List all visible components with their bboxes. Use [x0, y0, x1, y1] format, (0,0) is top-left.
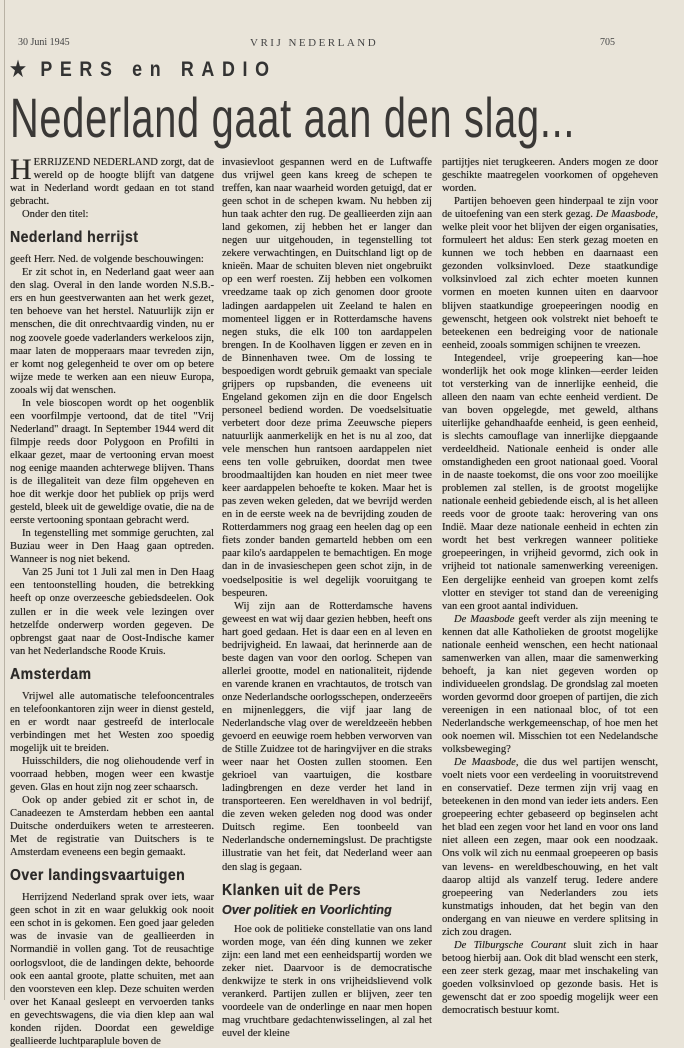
paragraph: Wij zijn aan de Rotterdamsche havens geweest en wat wij daar gezien hebben, heeft ons hart goed gedaan. Het is daar een en al leven en bedrijvigheid. En lawaai, dat herinnerde aan de beste dagen van voor den oorlog. Schepen van allerlei grootte, model en nationaliteit, rijdende en varende kranen en vrachtautos, de trotsch van onze Nederlandsche oorlogsschepen, onderzeeërs en mijnenleggers, die vijf jaar lang de Nederlandsche vlag over de wereldzeeën hebben gevoerd en eeuwige roem hebben verworven van de Stille Zuidzee tot de haringvijver en die straks weer naar het Oosten zullen stoomen. Een gekrioel van vaartuigen, die kostbare ladingbrengen en deze verder het land in transporteeren. Een wereldhaven in vol bedrijf, die zeven weken geleden nog dood was onder Duitsch regime. Een toonbeeld van Nederlandsche ondernemingslust. De prachtigste illustratie van het feit, dat Nederland weer aan den slag is gegaan.	[222, 600, 433, 873]
paragraph: De Tilburgsche Courant sluit zich in haar betoog hierbij aan. Ook dit blad wenscht een sterk, een zeer sterk gezag, maar met inschakeling van goeden volksinvloed op gezonde basis. Het is gewenscht dat er zoo spoedig mogelijk weer een democratisch bestuur komt.	[442, 939, 658, 1017]
intro-paragraph: HERRIJZEND NEDERLAND zorgt, dat de wereld op de hoogte blijft van datgene wat in Nederland wordt gedaan en tot stand gebracht.	[10, 153, 214, 208]
newspaper-reference: De Maasbode	[454, 613, 515, 625]
paragraph: Huisschilders, die nog oliehoudende verf in voorraad hebben, mogen weer een kwastje geven. Glas en hout zijn nog zeer schaarsch.	[10, 755, 214, 794]
paragraph: partijtjes niet terugkeeren. Anders mogen ze door geschikte maatregelen voorkomen of opgeheven worden.	[442, 157, 658, 195]
page-title: Nederland gaat aan den slag...	[10, 86, 576, 149]
column-1	[10, 153, 214, 1048]
paragraph: De Maasbode, die dus wel partijen wenscht, voelt niets voor een verdeeling in vooruitstrevend en conservatief. Deze termen zijn vrij vaag en beteekenen in den mond van ieder iets anders. Een groepeering echter gebaseerd op beginselen acht het blad een zegen voor het land en voor ons land niet alleen een zegen, maar ook een noodzaak. Ons volk wil zich nu eenmaal groepeeren op basis van levens- en wereldbeschouwing, en het valt daarop altijd als vanzelf terug. Iedere andere groepeering van Nederlanders zou iets kunstmatigs inhouden, dat het begin van den ondergang en van nieuwe en verdere splitsing in zich zou dragen.	[442, 757, 658, 938]
page-edge	[4, 0, 5, 1000]
paragraph: invasievloot gespannen werd en de Luftwaffe dus vrijwel geen kans kreeg de schepen te treffen, kan naar waarheid worden getuigd, dat er geen schot in de schepen kwam. Nu hebben zij hun taak achter den rug. De geallieerden zijn aan land gekomen, zij hebben het er langer dan negen uur uitgehouden, in tegenstelling tot zekere verwachtingen, en Duitschland ligt op de knieën. Maar de schuiten bleven niet ongebruikt op een werf roesten. Zij hebben een volkomen vreedzame taak op zich genomen door groote ladingen aardappelen uit Zeeland te halen en momenteel liggen er in Rotterdamsche havens negen stuks, die elk 100 ton aardappelen brengen. In de Koolhaven liggen er zeven en in de Binnenhaven twee. Om de lossing te bespoedigen wordt gebruik gemaakt van speciale grijpers op rupsbanden, die eveneens uit Engeland gekomen zijn en die door Engelsch personeel bediend worden. De voedselsituatie verbetert door deze prima Zeeuwsche piepers natuurlijk aanmerkelijk en het is nu al zoo, dat vele menschen hun rantsoen aardappelen niet eens ten volle gebruiken, doordat men twee broodmaaltijden kan houden en niet meer twee keer aardappelen behoefte te koken. Maar het is pas zeven weken geleden, dat we bevrijd werden en in de eerste week na de bevrijding zouden de Rotterdammers nog graag een heelen dag op een fiets zonder banden gemarteld hebben om een paar kilo's aardappelen te bemachtigen. En moge dan in de invasieschepen geen schot zijn, in de voedselpositie is wel degelijk vooruitgang te bespeuren.	[222, 157, 432, 599]
paragraph: Van 25 Juni tot 1 Juli zal men in Den Haag een tentoonstelling houden, die betrekking heeft op onze overzeesche gebiedsdeelen. Ook zullen er in die week vele lezingen over hetzelfde onderwerp worden gegeven. De opbrengst gaat naar de Oost-Indische kamer van het Nederlandsche Roode Kruis.	[10, 567, 214, 657]
heading-nederland-herrijst: Nederland herrijst	[10, 229, 139, 247]
paragraph: Ook op ander gebied zit er schot in, de Canadeezen te Amsterdam hebben een aantal Duitsche onderduikers weten te arresteeren. Met de registratie van Duitschers is te Amsterdam eveneens een begin gemaakt.	[10, 795, 214, 859]
paragraph: Er zit schot in, en Nederland gaat weer aan den slag. Overal in den lande worden N.S.B.-ers en hun geestverwanten aan het werk gezet, ten behoeve van het herstel. Natuurlijk zijn er menschen, die dit onrechtvaardig vinden, nu er nog zoovele goede vaderlanders werkeloos zijn, maar laten de mopperaars maar tevreden zijn, er komt nog gelegenheid te over om op betere wijze mede te werken aan een nieuw Europa, zooals wij dat wenschen.	[10, 267, 214, 396]
page-number: 705	[600, 37, 615, 48]
paragraph: geeft Herr. Ned. de volgende beschouwingen:	[10, 254, 204, 266]
newspaper-reference: De Tilburgsche Courant	[454, 939, 567, 951]
column-3	[442, 156, 658, 1017]
drop-cap: H	[10, 153, 32, 186]
column-2	[222, 156, 432, 1040]
star-icon: ★	[10, 58, 28, 81]
paragraph: Onder den titel:	[22, 209, 89, 221]
paragraph: Herrijzend Nederland sprak over iets, waar geen schot in zit en waar gelukkig ook nooit een schot in is gekomen. Een goed jaar geleden was de invasie van de geallieerden in Normandië in vollen gang. Tot de reusachtige oorlogsvloot, die de landingen dekte, behoorde ook een aantal groote, platte schuiten, met aan den voorsteven een klep. Deze schuiten werden over het Kanaal gesleept en vervoerden tanks en gevechtswagens, die via dien klep aan wal konden rijden. Doordat een geweldige geallieerde luchtparaplule boven de	[10, 892, 214, 1047]
paragraph: In vele bioscopen wordt op het oogenblik een voorfilmpje vertoond, dat de titel "Vrij Nederland" draagt. In September 1944 werd dit filmpje reeds door Polygoon en Profilti in elkaar gezet, maar de vertooning ervan moest nog eenige maanden achterwege blijven. Thans is de illegaliteit van deze film opgeheven en hoe dit werkje door het publiek op prijs werd gesteld, bleek uit de geweldige ovatie, die na de eerste vertooning spontaan gebracht werd.	[10, 397, 214, 527]
paragraph: De Maasbode geeft verder als zijn meening te kennen dat alle Katholieken de grootst mogelijke nationale eenheid wenschen, een hecht nationaal samenwerken van allen, maar die samenwerking behoeft, ja kan niet gegeven worden op individueelen grondslag. De grondslag zal moeten worden gevormd door groepen of partijen, die zich vereenigen in een nationaal bloc, of tot een Nederlandsche werkgemeenschap, of hoe men het ook noemen wil. Misschien tot een Nedelandsche volksbeweging?	[442, 613, 658, 756]
paragraph: Integendeel, vrije groepeering kan—hoe wonderlijk het ook moge klinken—eerder leiden tot versterking van de innerlijke eenheid, die alleen den naam van echte eenheid verdient. De van boven opgelegde, met geweld, althans uiterlijke gehandhaafde eenheid, is geen eenheid, is slechts camouflage van innerlijke diepgaande verdeeldheid. Nationale eenheid is onder alle omstandigheden een groot nationaal goed. Vooral in de naaste toekomst, die ons voor zoo moeilijke problemen zal stellen, is de grootst mogelijke nationale eenheid gebiedende eisch, al is het alleen reeds voor de groote taak: herovering van ons Indië. Maar deze nationale eenheid in echten zin wordt het best verkregen wanneer politieke groepeeringen, in vrijheid gevormd, zich ook in vrijheid tot nationale samenwerking vereenigen. Een dergelijke eenheid van groepen komt zelfs vlotter en steviger tot stand dan de vereeniging van een groot aantal individuen.	[442, 352, 658, 612]
heading-landingsvaartuigen: Over landingsvaartuigen	[10, 867, 186, 885]
section-kicker	[10, 57, 277, 82]
paragraph: Hoe ook de politieke constellatie van ons land worden moge, van één ding kunnen we zeker zijn: een land met een eenheidspartij worden we zeker niet. Daarvoor is de democratische denkwijze te sterk in ons vrijheidslievend volk verankerd. Partijen zullen er blijven, zeer ten voordeele van de onderlinge en naar men hopen mag vruchtbare gedachtenwisselingen, al zal het euvel der kleine	[222, 923, 432, 1039]
paragraph: In tegenstelling met sommige geruchten, zal Buziau weer in Den Haag gaan optreden. Wanneer is nog niet bekend.	[10, 528, 214, 566]
newspaper-name: VRIJ NEDERLAND	[250, 37, 379, 49]
newspaper-reference: De Maasbode	[595, 209, 656, 221]
paragraph: Partijen behoeven geen hinderpaal te zijn voor de uitoefening van een sterk gezag. De Maasbode, welke pleit voor het blijven der eigen organisaties, formuleert het aldus: Een sterk gezag moeten en kunnen we toch hebben en daarnaast een gezonden volksinvloed. Deze staatkundige volksinvloed zal zich echter moeten kunnen vormen en moeten kunnen uiten en daarvoor blijven staatkundige groepeeringen noodig en gewenscht, hetgeen ook volstrekt niet behoeft te beteekenen een bedreiging voor de nationale eenheid, zooals sommigen schijnen te vreezen.	[442, 196, 658, 351]
issue-date: 30 Juni 1945	[18, 37, 70, 48]
paragraph: Vrijwel alle automatische telefooncentrales en telefoonkantoren zijn weer in dienst gesteld, en er wordt naar gestreefd de interlocale verbindingen met het Westen zoo spoedig mogelijk uit te breiden.	[10, 690, 214, 754]
heading-klanken-uit-de-pers: Klanken uit de Pers	[222, 881, 362, 899]
subheading: Over politiek en Voorlichting	[222, 902, 392, 917]
newspaper-reference: De Maasbode	[454, 757, 516, 769]
section-label: PERS en RADIO	[40, 58, 277, 81]
heading-amsterdam: Amsterdam	[10, 665, 92, 683]
